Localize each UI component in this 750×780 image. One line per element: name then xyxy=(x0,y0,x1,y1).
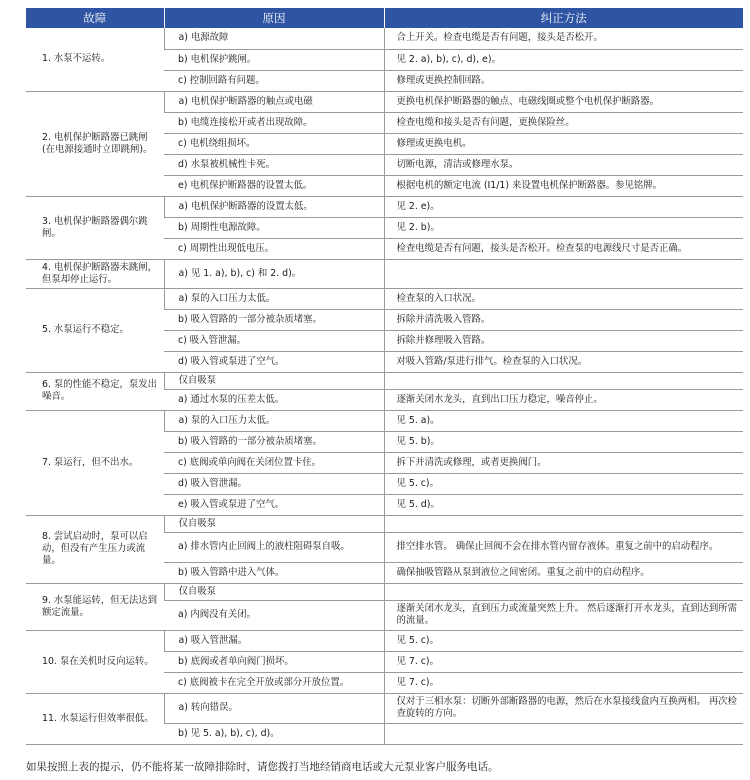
table-row xyxy=(26,410,743,431)
fault-cell: 3. 电机保护断路器偶尔跳闸。 xyxy=(26,196,164,259)
cause-cell: b) 吸入管路中进入气体。 xyxy=(164,562,384,583)
remedy-cell: 更换电机保护断路器的触点、电磁线圈或整个电机保护断路器。 xyxy=(384,91,743,112)
troubleshooting-table xyxy=(26,8,743,745)
remedy-cell: 拆除并修理吸入管路。 xyxy=(384,330,743,351)
remedy-cell: 见 2. b)。 xyxy=(384,217,743,238)
cause-cell: a) 内阀没有关闭。 xyxy=(164,600,384,630)
remedy-cell: 见 7. c)。 xyxy=(384,651,743,672)
table-row xyxy=(26,259,743,288)
remedy-cell: 见 2. a), b), c), d), e)。 xyxy=(384,49,743,70)
cause-cell: c) 吸入管泄漏。 xyxy=(164,330,384,351)
header-fault: 故障 xyxy=(26,8,164,28)
table-row xyxy=(26,28,743,49)
cause-cell: a) 排水管内止回阀上的液柱阻碍泵自吸。 xyxy=(164,532,384,562)
fault-cell: 4. 电机保护断路器未跳闸，但泵却停止运行。 xyxy=(26,259,164,288)
remedy-cell: 见 5. c)。 xyxy=(384,473,743,494)
cause-cell: b) 电机保护跳闸。 xyxy=(164,49,384,70)
cause-cell: a) 见 1. a), b), c) 和 2. d)。 xyxy=(164,259,384,288)
cause-cell: a) 泵的入口压力太低。 xyxy=(164,288,384,309)
cause-cell: a) 电机保护断路器的设置太低。 xyxy=(164,196,384,217)
remedy-cell xyxy=(384,259,743,288)
remedy-cell: 见 5. c)。 xyxy=(384,630,743,651)
remedy-cell xyxy=(384,372,743,389)
cause-cell: d) 吸入管泄漏。 xyxy=(164,473,384,494)
cause-cell: c) 底阀或单向阀在关闭位置卡住。 xyxy=(164,452,384,473)
cause-cell: d) 吸入管或泵进了空气。 xyxy=(164,351,384,372)
fault-cell: 11. 水泵运行但效率很低。 xyxy=(26,693,164,744)
remedy-cell: 检查电缆是否有问题，接头是否松开。检查泵的电源线尺寸是否正确。 xyxy=(384,238,743,259)
table-row xyxy=(26,583,743,600)
fault-cell: 8. 尝试启动时，泵可以启动，但没有产生压力或流量。 xyxy=(26,515,164,583)
remedy-cell: 检查电缆和接头是否有问题，更换保险丝。 xyxy=(384,112,743,133)
cause-cell: 仅自吸泵 xyxy=(164,372,384,389)
remedy-cell: 切断电源，清洁或修理水泵。 xyxy=(384,154,743,175)
cause-cell: b) 周期性电源故障。 xyxy=(164,217,384,238)
table-row xyxy=(26,372,743,389)
fault-cell: 9. 水泵能运转，但无法达到额定流量。 xyxy=(26,583,164,630)
remedy-cell: 见 7. c)。 xyxy=(384,672,743,693)
cause-cell: e) 电机保护断路器的设置太低。 xyxy=(164,175,384,196)
fault-cell: 2. 电机保护断路器已跳闸(在电源接通时立即跳闸)。 xyxy=(26,91,164,196)
remedy-cell xyxy=(384,583,743,600)
cause-cell: c) 电机绕组损坏。 xyxy=(164,133,384,154)
fault-cell: 6. 泵的性能不稳定，泵发出噪音。 xyxy=(26,372,164,410)
cause-cell: 仅自吸泵 xyxy=(164,515,384,532)
cause-cell: a) 转向错误。 xyxy=(164,693,384,723)
remedy-cell xyxy=(384,515,743,532)
table-row xyxy=(26,91,743,112)
remedy-cell: 仅对于三相水泵：切断外部断路器的电源，然后在水泵接线盒内互换两相。 再次检查旋转的方向。 xyxy=(384,693,743,723)
cause-cell: a) 通过水泵的压差太低。 xyxy=(164,389,384,410)
cause-cell: a) 吸入管泄漏。 xyxy=(164,630,384,651)
remedy-cell: 见 2. e)。 xyxy=(384,196,743,217)
table-row xyxy=(26,515,743,532)
remedy-cell: 检查泵的入口状况。 xyxy=(384,288,743,309)
cause-cell: c) 底阀被卡在完全开放或部分开放位置。 xyxy=(164,672,384,693)
header-cause: 原因 xyxy=(164,8,384,28)
cause-cell: b) 吸入管路的一部分被杂质堵塞。 xyxy=(164,309,384,330)
remedy-cell: 拆下并清洗或修理，或者更换阀门。 xyxy=(384,452,743,473)
table-row xyxy=(26,288,743,309)
remedy-cell: 合上开关。检查电缆是否有问题，接头是否松开。 xyxy=(384,28,743,49)
remedy-cell: 修理或更换控制回路。 xyxy=(384,70,743,91)
remedy-cell: 修理或更换电机。 xyxy=(384,133,743,154)
table-header-row xyxy=(26,8,743,28)
cause-cell: b) 电缆连接松开或者出现故障。 xyxy=(164,112,384,133)
cause-cell: c) 周期性出现低电压。 xyxy=(164,238,384,259)
table-row xyxy=(26,630,743,651)
cause-cell: a) 电机保护断路器的触点或电磁 xyxy=(164,91,384,112)
remedy-cell: 排空排水管。 确保止回阀不会在排水管内留存液体。重复之前中的启动程序。 xyxy=(384,532,743,562)
table-row xyxy=(26,196,743,217)
header-remedy: 纠正方法 xyxy=(384,8,743,28)
remedy-cell: 确保抽吸管路从泵到液位之间密闭。重复之前中的启动程序。 xyxy=(384,562,743,583)
fault-cell: 1. 水泵不运转。 xyxy=(26,28,164,91)
remedy-cell: 逐渐关闭水龙头，直到压力或流量突然上升。 然后逐渐打开水龙头，直到达到所需的流量。 xyxy=(384,600,743,630)
footer-note: 如果按照上表的提示，仍不能将某一故障排除时，请您拨打当地经销商电话或大元泵业客户服务电话。 xyxy=(26,761,499,773)
cause-cell: d) 水泵被机械性卡死。 xyxy=(164,154,384,175)
cause-cell: b) 见 5. a), b), c), d)。 xyxy=(164,723,384,744)
table-body xyxy=(26,28,743,744)
fault-cell: 10. 泵在关机时反向运转。 xyxy=(26,630,164,693)
fault-cell: 7. 泵运行，但不出水。 xyxy=(26,410,164,515)
fault-cell: 5. 水泵运行不稳定。 xyxy=(26,288,164,372)
remedy-cell: 见 5. a)。 xyxy=(384,410,743,431)
cause-cell: a) 泵的入口压力太低。 xyxy=(164,410,384,431)
cause-cell: 仅自吸泵 xyxy=(164,583,384,600)
cause-cell: a) 电源故障 xyxy=(164,28,384,49)
remedy-cell: 对吸入管路/泵进行排气。检查泵的入口状况。 xyxy=(384,351,743,372)
cause-cell: c) 控制回路有问题。 xyxy=(164,70,384,91)
remedy-cell: 见 5. d)。 xyxy=(384,494,743,515)
table-row xyxy=(26,693,743,723)
cause-cell: b) 吸入管路的一部分被杂质堵塞。 xyxy=(164,431,384,452)
remedy-cell: 逐渐关闭水龙头，直到出口压力稳定，噪音停止。 xyxy=(384,389,743,410)
cause-cell: e) 吸入管或泵进了空气。 xyxy=(164,494,384,515)
remedy-cell: 见 5. b)。 xyxy=(384,431,743,452)
remedy-cell xyxy=(384,723,743,744)
cause-cell: b) 底阀或者单向阀门损坏。 xyxy=(164,651,384,672)
remedy-cell: 拆除并清洗吸入管路。 xyxy=(384,309,743,330)
remedy-cell: 根据电机的额定电流 (I1/1) 来设置电机保护断路器。参见铭牌。 xyxy=(384,175,743,196)
